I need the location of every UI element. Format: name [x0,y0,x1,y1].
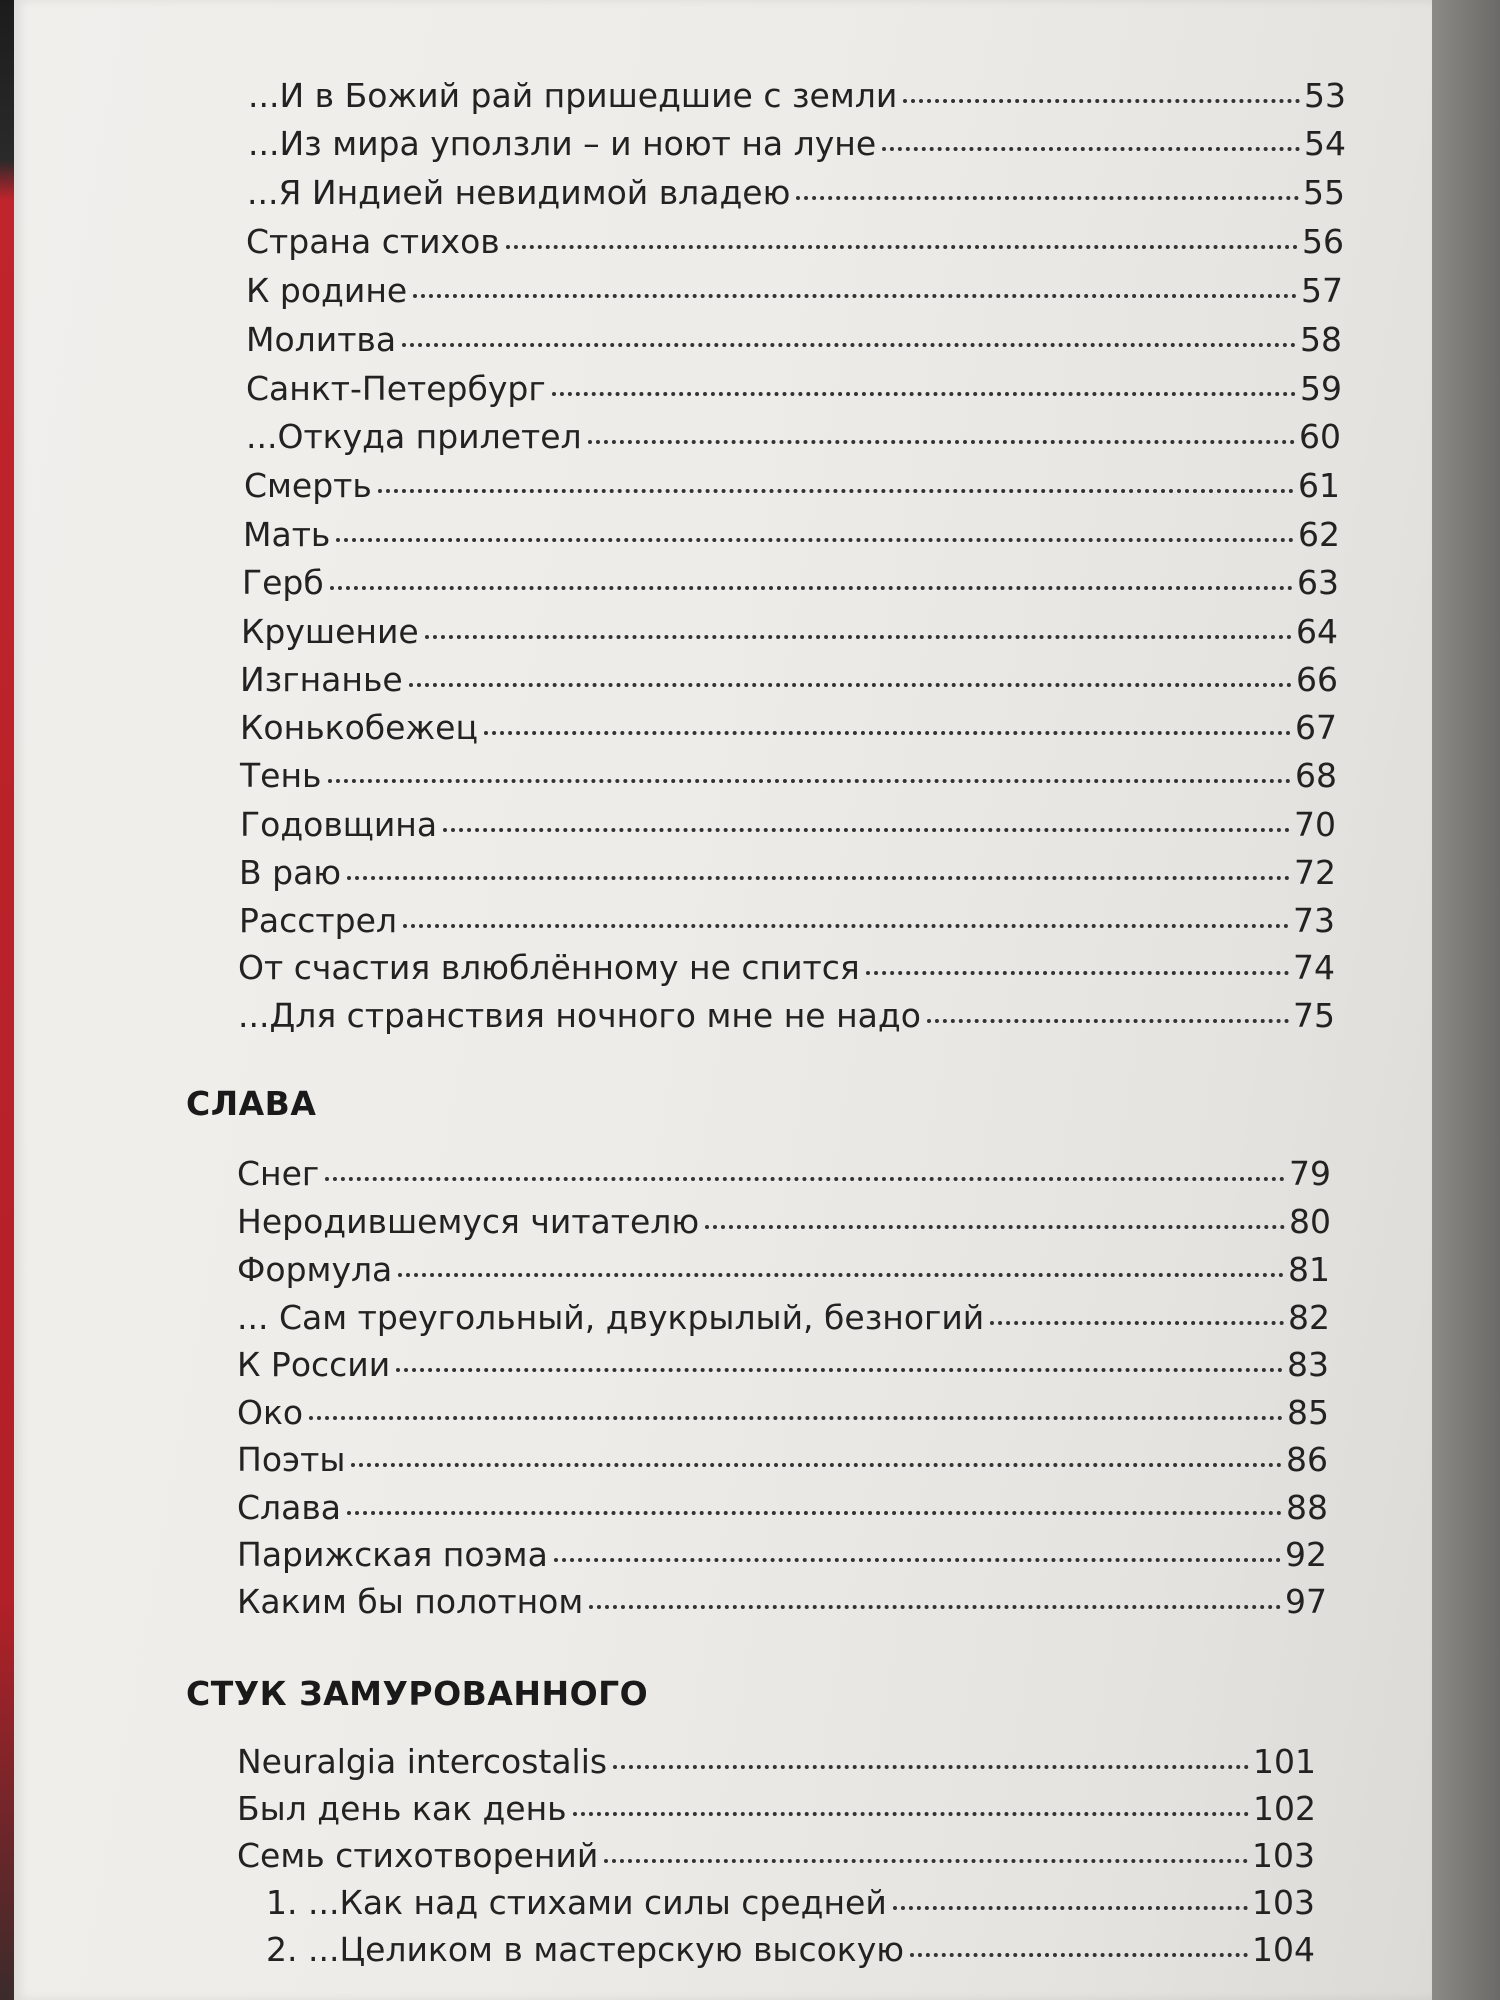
toc-entry [237,1343,1329,1387]
toc-entry [246,318,1342,362]
dot-leader [796,193,1299,200]
toc-entry-page: 85 [1287,1393,1329,1432]
toc-entry-page: 97 [1285,1582,1327,1621]
toc-entry-title: Мать [243,515,331,554]
book-edge [0,0,14,2000]
toc-entry-title: Поэты [237,1440,346,1479]
toc-entry-title: ...Для странствия ночного мне не надо [238,996,921,1035]
toc-entry-title: Годовщина [240,805,438,844]
toc-entry-title: Слава [237,1488,342,1527]
toc-entry-title: ...Из мира уползли – и ноют на луне [248,124,877,163]
toc-entry-page: 102 [1253,1789,1316,1828]
dot-leader [443,825,1290,832]
dot-leader [882,144,1300,151]
toc-entry [266,1928,1315,1972]
toc-entry-page: 103 [1252,1883,1315,1922]
toc-entry [239,899,1335,943]
toc-entry-page: 70 [1294,805,1336,844]
dot-leader [927,1016,1289,1023]
dot-leader [552,389,1296,396]
toc-entry-title: Герб [242,563,324,602]
toc-entry-page: 83 [1287,1345,1329,1384]
toc-entry [248,74,1346,118]
dot-leader [604,1856,1248,1863]
toc-entry-page: 86 [1286,1440,1328,1479]
toc-entry-page: 57 [1301,271,1343,310]
toc-entry-page: 79 [1289,1154,1331,1193]
dot-leader [705,1222,1285,1229]
toc-entry [246,269,1343,313]
toc-entry-title: ...И в Божий рай пришедшие с земли [248,76,898,115]
toc-entry-page: 80 [1289,1202,1331,1241]
toc-entry [242,561,1339,605]
dot-leader [336,535,1294,542]
dot-leader [589,1602,1281,1609]
dot-leader [990,1318,1284,1325]
dot-leader [409,680,1292,687]
toc-entry [237,1580,1327,1624]
dot-leader [351,1460,1282,1467]
toc-entry [240,803,1336,847]
dot-leader [378,486,1294,493]
toc-entry-title: В раю [239,853,342,892]
toc-entry-page: 72 [1294,853,1336,892]
toc-entry-title: Парижская поэма [237,1535,548,1574]
dot-leader [396,1365,1283,1372]
toc-entry-page: 88 [1286,1488,1328,1527]
toc-entry-page: 103 [1252,1836,1315,1875]
toc-entry-title: Тень [240,756,322,795]
dot-leader [910,1950,1248,1957]
toc-entry-page: 55 [1303,173,1345,212]
toc-entry-title: 2. ...Целиком в мастерскую высокую [266,1930,905,1969]
dot-leader [573,1809,1249,1816]
toc-entry-title: Неродившемуся читателю [237,1202,700,1241]
dot-leader [413,291,1297,298]
dot-leader [398,1270,1284,1277]
toc-entry-page: 104 [1252,1930,1315,1969]
dot-leader [403,921,1289,928]
background-surface [1432,0,1500,2000]
toc-entry-title: Крушение [241,612,419,651]
dot-leader [309,1413,1283,1420]
section-heading-stuk: СТУК ЗАМУРОВАННОГО [186,1674,649,1713]
toc-entry-page: 75 [1293,996,1335,1035]
toc-entry [237,1200,1331,1244]
dot-leader [506,242,1298,249]
toc-entry-title: Молитва [246,320,397,359]
toc-entry-page: 63 [1297,563,1339,602]
toc-entry [239,851,1336,895]
toc-entry-page: 53 [1304,76,1346,115]
dot-leader [484,728,1291,735]
toc-entry [240,706,1337,750]
toc-entry [241,610,1338,654]
toc-entry [237,1248,1330,1292]
toc-entry-title: Расстрел [239,901,397,940]
toc-entry [240,754,1337,798]
toc-entry-title: ...Я Индией невидимой владею [247,173,791,212]
toc-entry-page: 61 [1298,466,1340,505]
toc-entry-title: Был день как день [237,1789,567,1828]
dot-leader [347,873,1290,880]
toc-entry-title: Семь стихотворений [237,1836,599,1875]
toc-entry-title: ...Откуда прилетел [246,417,582,456]
toc-entry-page: 60 [1299,417,1341,456]
toc-entry [237,1740,1316,1784]
dot-leader [893,1903,1248,1910]
toc-entry-title: Санкт-Петербург [246,369,546,408]
dot-leader [328,776,1292,783]
section-heading-slava: СЛАВА [186,1084,317,1123]
toc-entry [243,513,1340,557]
dot-leader [588,437,1295,444]
toc-entry-page: 66 [1296,660,1338,699]
toc-entry [237,1486,1328,1530]
toc-entry [237,1834,1315,1878]
toc-entry [238,946,1335,990]
toc-entry [237,1438,1328,1482]
toc-entry-title: Конькобежец [240,708,478,747]
toc-entry-title: К России [237,1345,391,1384]
toc-entry [266,1881,1315,1925]
toc-entry-page: 82 [1288,1298,1330,1337]
toc-entry-page: 59 [1300,369,1342,408]
toc-entry-title: Neuralgia intercostalis [237,1742,608,1781]
toc-entry-page: 73 [1293,901,1335,940]
toc-entry-page: 92 [1285,1535,1327,1574]
dot-leader [866,968,1289,975]
toc-entry-page: 56 [1302,222,1344,261]
toc-entry-title: К родине [246,271,408,310]
toc-entry [237,1787,1316,1831]
toc-entry-page: 62 [1298,515,1340,554]
toc-entry-title: Изгнанье [240,660,403,699]
dot-leader [425,632,1292,639]
toc-entry [246,220,1344,264]
toc-entry-title: Формула [237,1250,393,1289]
toc-entry [238,994,1335,1038]
toc-entry [237,1391,1329,1435]
toc-entry-page: 67 [1295,708,1337,747]
toc-entry [246,415,1341,459]
toc-entry-page: 74 [1293,948,1335,987]
dot-leader [613,1762,1249,1769]
dot-leader [402,340,1296,347]
toc-entry [247,171,1345,215]
dot-leader [347,1508,1282,1515]
toc-entry-page: 68 [1295,756,1337,795]
dot-leader [903,96,1300,103]
toc-entry [237,1533,1327,1577]
toc-entry-title: 1. ...Как над стихами силы средней [266,1883,887,1922]
toc-entry [244,464,1340,508]
toc-entry-title: Каким бы полотном [237,1582,584,1621]
toc-entry-title: Страна стихов [246,222,500,261]
toc-entry-title: Снег [237,1154,320,1193]
toc-entry [240,658,1338,702]
dot-leader [330,583,1293,590]
toc-entry-page: 64 [1296,612,1338,651]
toc-entry-title: Око [237,1393,304,1432]
toc-entry-page: 54 [1304,124,1346,163]
toc-entry [237,1152,1331,1196]
toc-entry [246,367,1342,411]
toc-entry-title: Смерть [244,466,372,505]
dot-leader [554,1555,1281,1562]
toc-entry [237,1296,1330,1340]
toc-entry-page: 101 [1253,1742,1316,1781]
toc-entry-page: 81 [1288,1250,1330,1289]
dot-leader [325,1174,1285,1181]
toc-entry-page: 58 [1300,320,1342,359]
toc-entry-title: ... Сам треугольный, двукрылый, безногий [237,1298,985,1337]
toc-entry-title: От счастия влюблённому не спится [238,948,860,987]
toc-entry [248,122,1346,166]
